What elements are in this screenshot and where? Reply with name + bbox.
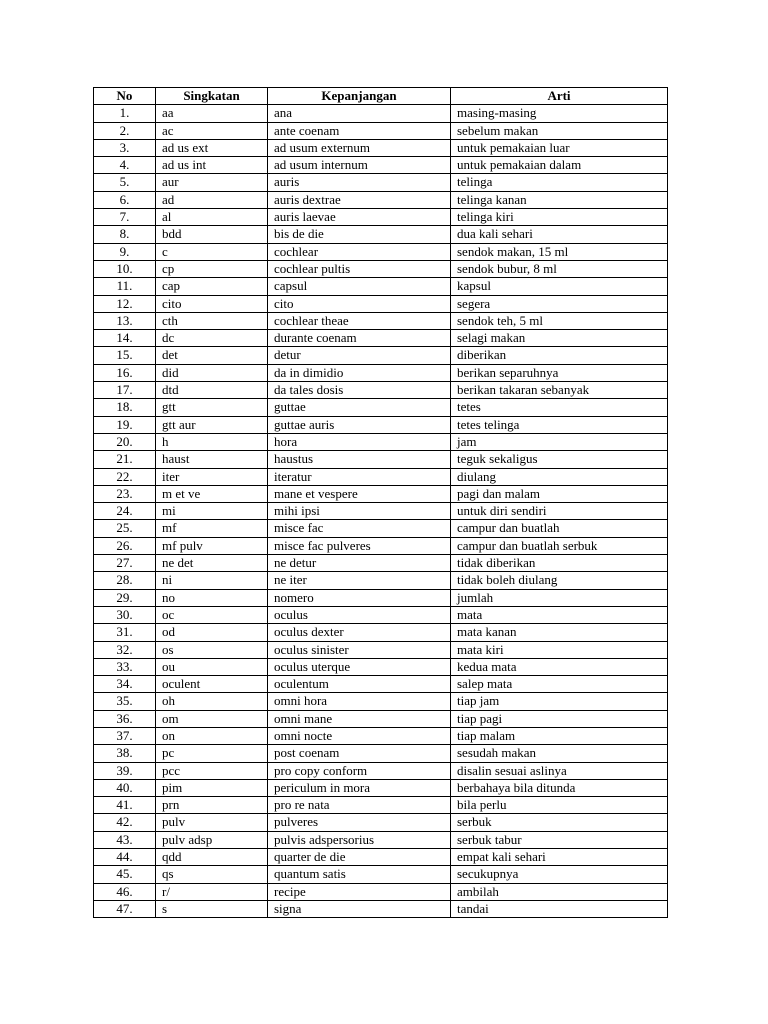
meaning-cell: berikan takaran sebanyak <box>451 382 668 399</box>
meaning-cell: disalin sesuai aslinya <box>451 762 668 779</box>
full-form-cell: omni hora <box>268 693 451 710</box>
table-row <box>94 433 668 450</box>
row-number-cell: 37. <box>94 727 156 744</box>
meaning-cell: sesudah makan <box>451 745 668 762</box>
abbreviation-cell: haust <box>156 451 268 468</box>
table-row <box>94 866 668 883</box>
meaning-cell: sendok makan, 15 ml <box>451 243 668 260</box>
full-form-cell: omni mane <box>268 710 451 727</box>
meaning-cell: sebelum makan <box>451 122 668 139</box>
table-row <box>94 174 668 191</box>
meaning-cell: tidak boleh diulang <box>451 572 668 589</box>
table-row <box>94 555 668 572</box>
full-form-cell: recipe <box>268 883 451 900</box>
meaning-cell: berbahaya bila ditunda <box>451 779 668 796</box>
table-row <box>94 330 668 347</box>
row-number-cell: 4. <box>94 157 156 174</box>
abbreviation-cell: pc <box>156 745 268 762</box>
meaning-cell: kapsul <box>451 278 668 295</box>
abbreviation-cell: dtd <box>156 382 268 399</box>
full-form-cell: ana <box>268 105 451 122</box>
row-number-cell: 45. <box>94 866 156 883</box>
full-form-cell: omni nocte <box>268 727 451 744</box>
meaning-cell: jam <box>451 433 668 450</box>
table-row <box>94 745 668 762</box>
meaning-cell: serbuk <box>451 814 668 831</box>
abbreviation-cell: m et ve <box>156 485 268 502</box>
abbreviation-cell: al <box>156 209 268 226</box>
full-form-cell: auris dextrae <box>268 191 451 208</box>
row-number-cell: 16. <box>94 364 156 381</box>
meaning-cell: diberikan <box>451 347 668 364</box>
table-row <box>94 451 668 468</box>
table-row <box>94 520 668 537</box>
abbreviation-cell: qs <box>156 866 268 883</box>
meaning-cell: tiap jam <box>451 693 668 710</box>
table-row <box>94 658 668 675</box>
full-form-cell: misce fac <box>268 520 451 537</box>
full-form-cell: iteratur <box>268 468 451 485</box>
meaning-cell: serbuk tabur <box>451 831 668 848</box>
row-number-cell: 41. <box>94 797 156 814</box>
table-row <box>94 710 668 727</box>
meaning-cell: campur dan buatlah serbuk <box>451 537 668 554</box>
row-number-cell: 21. <box>94 451 156 468</box>
table-row <box>94 226 668 243</box>
abbreviation-cell: dc <box>156 330 268 347</box>
meaning-cell: tetes telinga <box>451 416 668 433</box>
table-row <box>94 624 668 641</box>
row-number-cell: 42. <box>94 814 156 831</box>
abbreviation-cell: did <box>156 364 268 381</box>
table-row <box>94 399 668 416</box>
meaning-cell: teguk sekaligus <box>451 451 668 468</box>
abbreviation-cell: qdd <box>156 849 268 866</box>
meaning-cell: tidak diberikan <box>451 555 668 572</box>
meaning-cell: mata kanan <box>451 624 668 641</box>
abbreviation-cell: ad <box>156 191 268 208</box>
table-row <box>94 209 668 226</box>
row-number-cell: 39. <box>94 762 156 779</box>
full-form-cell: cito <box>268 295 451 312</box>
full-form-cell: guttae auris <box>268 416 451 433</box>
table-row <box>94 779 668 796</box>
full-form-cell: ad usum internum <box>268 157 451 174</box>
abbreviation-table <box>93 87 668 918</box>
row-number-cell: 25. <box>94 520 156 537</box>
header-kepanjangan: Kepanjangan <box>268 88 451 105</box>
row-number-cell: 38. <box>94 745 156 762</box>
abbreviation-cell: ni <box>156 572 268 589</box>
full-form-cell: oculus <box>268 606 451 623</box>
full-form-cell: capsul <box>268 278 451 295</box>
meaning-cell: telinga kiri <box>451 209 668 226</box>
abbreviation-cell: ou <box>156 658 268 675</box>
meaning-cell: kedua mata <box>451 658 668 675</box>
row-number-cell: 22. <box>94 468 156 485</box>
header-arti: Arti <box>451 88 668 105</box>
row-number-cell: 12. <box>94 295 156 312</box>
table-row <box>94 191 668 208</box>
table-row <box>94 503 668 520</box>
table-row <box>94 157 668 174</box>
abbreviation-cell: cth <box>156 312 268 329</box>
abbreviation-cell: ac <box>156 122 268 139</box>
abbreviation-cell: oc <box>156 606 268 623</box>
full-form-cell: quarter de die <box>268 849 451 866</box>
abbreviation-cell: cap <box>156 278 268 295</box>
full-form-cell: hora <box>268 433 451 450</box>
row-number-cell: 3. <box>94 139 156 156</box>
abbreviation-cell: oh <box>156 693 268 710</box>
row-number-cell: 47. <box>94 900 156 917</box>
abbreviation-cell: on <box>156 727 268 744</box>
abbreviation-cell: mf <box>156 520 268 537</box>
abbreviation-cell: os <box>156 641 268 658</box>
full-form-cell: pro re nata <box>268 797 451 814</box>
meaning-cell: untuk diri sendiri <box>451 503 668 520</box>
full-form-cell: oculus dexter <box>268 624 451 641</box>
full-form-cell: quantum satis <box>268 866 451 883</box>
full-form-cell: da tales dosis <box>268 382 451 399</box>
row-number-cell: 6. <box>94 191 156 208</box>
row-number-cell: 1. <box>94 105 156 122</box>
full-form-cell: signa <box>268 900 451 917</box>
full-form-cell: durante coenam <box>268 330 451 347</box>
row-number-cell: 18. <box>94 399 156 416</box>
full-form-cell: periculum in mora <box>268 779 451 796</box>
table-row <box>94 416 668 433</box>
row-number-cell: 5. <box>94 174 156 191</box>
abbreviation-cell: aur <box>156 174 268 191</box>
full-form-cell: oculentum <box>268 676 451 693</box>
full-form-cell: pro copy conform <box>268 762 451 779</box>
meaning-cell: empat kali sehari <box>451 849 668 866</box>
full-form-cell: haustus <box>268 451 451 468</box>
row-number-cell: 40. <box>94 779 156 796</box>
meaning-cell: berikan separuhnya <box>451 364 668 381</box>
table-row <box>94 693 668 710</box>
full-form-cell: guttae <box>268 399 451 416</box>
full-form-cell: auris laevae <box>268 209 451 226</box>
full-form-cell: ne iter <box>268 572 451 589</box>
abbreviation-cell: gtt <box>156 399 268 416</box>
meaning-cell: mata <box>451 606 668 623</box>
table-row <box>94 122 668 139</box>
abbreviation-cell: prn <box>156 797 268 814</box>
table-body <box>94 105 668 918</box>
abbreviation-cell: om <box>156 710 268 727</box>
row-number-cell: 44. <box>94 849 156 866</box>
table-row <box>94 641 668 658</box>
abbreviation-cell: pulv adsp <box>156 831 268 848</box>
row-number-cell: 30. <box>94 606 156 623</box>
abbreviation-cell: ad us int <box>156 157 268 174</box>
table-row <box>94 295 668 312</box>
abbreviation-cell: c <box>156 243 268 260</box>
meaning-cell: salep mata <box>451 676 668 693</box>
row-number-cell: 20. <box>94 433 156 450</box>
table-row <box>94 762 668 779</box>
full-form-cell: cochlear <box>268 243 451 260</box>
row-number-cell: 8. <box>94 226 156 243</box>
meaning-cell: telinga kanan <box>451 191 668 208</box>
row-number-cell: 32. <box>94 641 156 658</box>
full-form-cell: oculus sinister <box>268 641 451 658</box>
abbreviation-cell: r/ <box>156 883 268 900</box>
full-form-cell: auris <box>268 174 451 191</box>
table-row <box>94 900 668 917</box>
row-number-cell: 15. <box>94 347 156 364</box>
row-number-cell: 11. <box>94 278 156 295</box>
table-row <box>94 364 668 381</box>
full-form-cell: mihi ipsi <box>268 503 451 520</box>
table-row <box>94 243 668 260</box>
meaning-cell: campur dan buatlah <box>451 520 668 537</box>
row-number-cell: 29. <box>94 589 156 606</box>
full-form-cell: misce fac pulveres <box>268 537 451 554</box>
table-row <box>94 727 668 744</box>
abbreviation-cell: ad us ext <box>156 139 268 156</box>
abbreviation-cell: mi <box>156 503 268 520</box>
full-form-cell: da in dimidio <box>268 364 451 381</box>
row-number-cell: 31. <box>94 624 156 641</box>
row-number-cell: 36. <box>94 710 156 727</box>
table-row <box>94 312 668 329</box>
meaning-cell: tiap malam <box>451 727 668 744</box>
full-form-cell: detur <box>268 347 451 364</box>
abbreviation-cell: pim <box>156 779 268 796</box>
meaning-cell: tetes <box>451 399 668 416</box>
meaning-cell: pagi dan malam <box>451 485 668 502</box>
table-row <box>94 797 668 814</box>
full-form-cell: pulvis adspersorius <box>268 831 451 848</box>
meaning-cell: masing-masing <box>451 105 668 122</box>
full-form-cell: post coenam <box>268 745 451 762</box>
meaning-cell: diulang <box>451 468 668 485</box>
row-number-cell: 27. <box>94 555 156 572</box>
abbreviation-cell: bdd <box>156 226 268 243</box>
table-row <box>94 485 668 502</box>
row-number-cell: 33. <box>94 658 156 675</box>
abbreviation-cell: pcc <box>156 762 268 779</box>
meaning-cell: ambilah <box>451 883 668 900</box>
table-row <box>94 468 668 485</box>
abbreviation-cell: cp <box>156 260 268 277</box>
meaning-cell: secukupnya <box>451 866 668 883</box>
meaning-cell: telinga <box>451 174 668 191</box>
meaning-cell: untuk pemakaian luar <box>451 139 668 156</box>
full-form-cell: nomero <box>268 589 451 606</box>
row-number-cell: 34. <box>94 676 156 693</box>
table-row <box>94 260 668 277</box>
meaning-cell: mata kiri <box>451 641 668 658</box>
row-number-cell: 19. <box>94 416 156 433</box>
meaning-cell: untuk pemakaian dalam <box>451 157 668 174</box>
full-form-cell: ne detur <box>268 555 451 572</box>
table-row <box>94 105 668 122</box>
meaning-cell: bila perlu <box>451 797 668 814</box>
abbreviation-cell: mf pulv <box>156 537 268 554</box>
abbreviation-cell: gtt aur <box>156 416 268 433</box>
meaning-cell: selagi makan <box>451 330 668 347</box>
abbreviation-cell: s <box>156 900 268 917</box>
table-row <box>94 572 668 589</box>
table-row <box>94 139 668 156</box>
table-row <box>94 849 668 866</box>
abbreviation-cell: od <box>156 624 268 641</box>
table-row <box>94 382 668 399</box>
abbreviation-cell: aa <box>156 105 268 122</box>
full-form-cell: mane et vespere <box>268 485 451 502</box>
row-number-cell: 14. <box>94 330 156 347</box>
row-number-cell: 10. <box>94 260 156 277</box>
row-number-cell: 23. <box>94 485 156 502</box>
table-row <box>94 676 668 693</box>
meaning-cell: jumlah <box>451 589 668 606</box>
table-row <box>94 814 668 831</box>
header-singkatan: Singkatan <box>156 88 268 105</box>
meaning-cell: sendok bubur, 8 ml <box>451 260 668 277</box>
abbreviation-cell: h <box>156 433 268 450</box>
meaning-cell: sendok teh, 5 ml <box>451 312 668 329</box>
row-number-cell: 9. <box>94 243 156 260</box>
abbreviation-cell: oculent <box>156 676 268 693</box>
full-form-cell: cochlear theae <box>268 312 451 329</box>
full-form-cell: oculus uterque <box>268 658 451 675</box>
abbreviation-cell: cito <box>156 295 268 312</box>
row-number-cell: 13. <box>94 312 156 329</box>
table-row <box>94 537 668 554</box>
abbreviation-cell: no <box>156 589 268 606</box>
abbreviation-cell: ne det <box>156 555 268 572</box>
row-number-cell: 28. <box>94 572 156 589</box>
header-row <box>94 88 668 105</box>
full-form-cell: pulveres <box>268 814 451 831</box>
table-header <box>94 88 668 105</box>
row-number-cell: 7. <box>94 209 156 226</box>
row-number-cell: 2. <box>94 122 156 139</box>
meaning-cell: tiap pagi <box>451 710 668 727</box>
full-form-cell: ad usum externum <box>268 139 451 156</box>
full-form-cell: ante coenam <box>268 122 451 139</box>
row-number-cell: 24. <box>94 503 156 520</box>
row-number-cell: 46. <box>94 883 156 900</box>
meaning-cell: dua kali sehari <box>451 226 668 243</box>
table-row <box>94 589 668 606</box>
row-number-cell: 35. <box>94 693 156 710</box>
table-row <box>94 347 668 364</box>
row-number-cell: 17. <box>94 382 156 399</box>
table-row <box>94 883 668 900</box>
meaning-cell: segera <box>451 295 668 312</box>
row-number-cell: 43. <box>94 831 156 848</box>
full-form-cell: bis de die <box>268 226 451 243</box>
table-row <box>94 606 668 623</box>
meaning-cell: tandai <box>451 900 668 917</box>
header-no: No <box>94 88 156 105</box>
row-number-cell: 26. <box>94 537 156 554</box>
abbreviation-cell: pulv <box>156 814 268 831</box>
abbreviation-cell: det <box>156 347 268 364</box>
abbreviation-cell: iter <box>156 468 268 485</box>
full-form-cell: cochlear pultis <box>268 260 451 277</box>
table-row <box>94 831 668 848</box>
table-row <box>94 278 668 295</box>
